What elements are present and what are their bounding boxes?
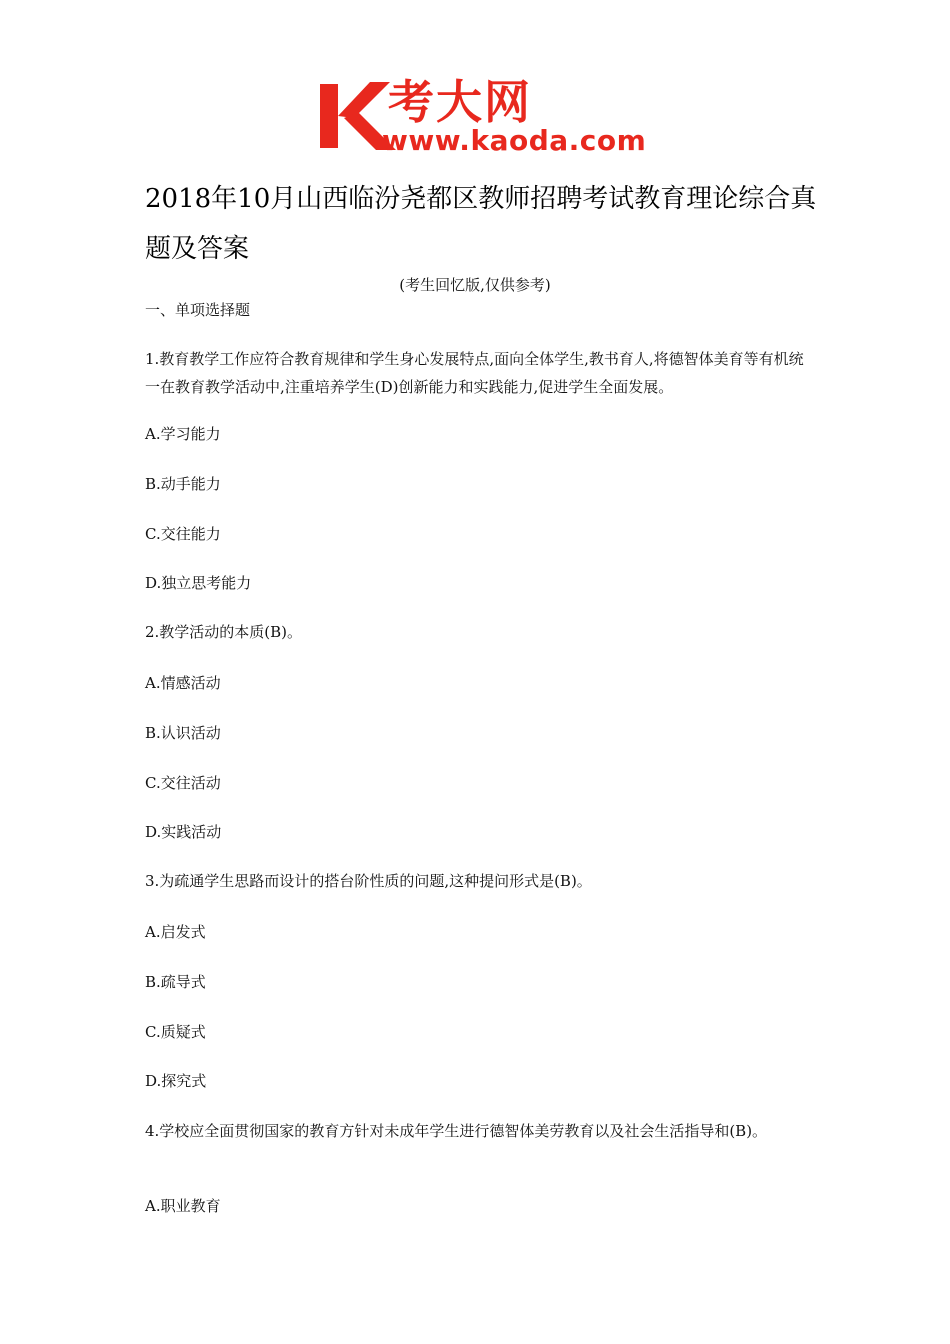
answer-option: A.启发式: [145, 923, 206, 941]
logo-name: 考大网: [388, 75, 532, 129]
answer-option: B.认识活动: [145, 724, 221, 742]
answer-option: D.实践活动: [145, 823, 222, 841]
logo-url: www.kaoda.com: [382, 124, 647, 157]
answer-option: D.独立思考能力: [145, 574, 252, 592]
kaoda-logo: [318, 75, 647, 160]
answer-option: A.学习能力: [145, 425, 221, 443]
question-stem: 4.学校应全面贯彻国家的教育方针对未成年学生进行德智体美劳教育以及社会生活指导和(B)。: [145, 1122, 768, 1140]
answer-option: B.动手能力: [145, 475, 221, 493]
question-stem: 2.教学活动的本质(B)。: [145, 623, 303, 641]
answer-option: B.疏导式: [145, 973, 206, 991]
question-stem: 3.为疏通学生思路而设计的搭台阶性质的问题,这种提问形式是(B)。: [145, 872, 592, 890]
question-stem: 1.教育教学工作应符合教育规律和学生身心发展特点,面向全体学生,教书育人,将德智体美育等有机统一在教育教学活动中,注重培养学生(D)创新能力和实践能力,促进学生全面发展。: [145, 350, 804, 396]
answer-option: C.交往活动: [145, 774, 221, 792]
document-subtitle: (考生回忆版,仅供参考): [399, 276, 551, 294]
answer-option: A.职业教育: [145, 1197, 221, 1215]
section-heading: 一、单项选择题: [145, 301, 251, 319]
answer-option: A.情感活动: [145, 674, 221, 692]
document-title: 2018年10月山西临汾尧都区教师招聘考试教育理论综合真题及答案: [145, 184, 817, 264]
answer-option: C.交往能力: [145, 525, 221, 543]
answer-option: D.探究式: [145, 1072, 207, 1090]
answer-option: C.质疑式: [145, 1023, 206, 1041]
